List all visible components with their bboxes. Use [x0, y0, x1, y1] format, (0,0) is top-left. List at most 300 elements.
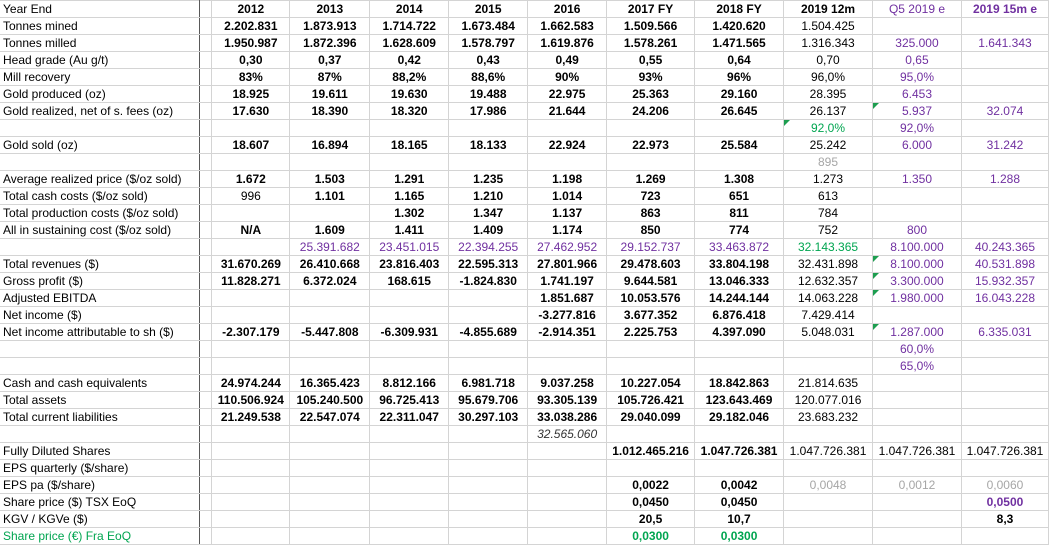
- spacer-cell[interactable]: [200, 426, 212, 443]
- cell[interactable]: 1.047.726.381: [961, 443, 1048, 460]
- row-label[interactable]: Total production costs ($/oz sold): [0, 205, 200, 222]
- cell[interactable]: [961, 69, 1048, 86]
- row-label[interactable]: Total cash costs ($/oz sold): [0, 188, 200, 205]
- cell[interactable]: [873, 18, 962, 35]
- cell-with-comment-flag[interactable]: 92,0%: [784, 120, 873, 137]
- cell[interactable]: [528, 460, 607, 477]
- cell[interactable]: [873, 154, 962, 171]
- row-label[interactable]: Tonnes milled: [0, 35, 200, 52]
- cell[interactable]: 25.391.682: [290, 239, 370, 256]
- cell[interactable]: 1.012.465.216: [607, 443, 695, 460]
- cell[interactable]: 29.040.099: [607, 409, 695, 426]
- cell[interactable]: [695, 341, 784, 358]
- column-header[interactable]: 2016: [528, 1, 607, 18]
- cell-with-comment-flag[interactable]: 3.300.000: [873, 273, 962, 290]
- row-label[interactable]: Tonnes mined: [0, 18, 200, 35]
- cell[interactable]: 850: [607, 222, 695, 239]
- row-label[interactable]: [0, 426, 200, 443]
- spacer-cell[interactable]: [200, 256, 212, 273]
- cell[interactable]: 88,2%: [370, 69, 449, 86]
- cell[interactable]: 0,0022: [607, 477, 695, 494]
- cell[interactable]: [449, 290, 528, 307]
- cell[interactable]: 28.395: [784, 86, 873, 103]
- cell[interactable]: 22.394.255: [449, 239, 528, 256]
- cell[interactable]: [449, 154, 528, 171]
- cell[interactable]: 24.974.244: [212, 375, 290, 392]
- cell[interactable]: 1.273: [784, 171, 873, 188]
- row-label[interactable]: Fully Diluted Shares: [0, 443, 200, 460]
- cell[interactable]: [784, 494, 873, 511]
- cell[interactable]: 31.670.269: [212, 256, 290, 273]
- cell[interactable]: 0,0500: [961, 494, 1048, 511]
- row-label[interactable]: Share price ($) TSX EoQ: [0, 494, 200, 511]
- cell[interactable]: 0,30: [212, 52, 290, 69]
- cell[interactable]: 1.509.566: [607, 18, 695, 35]
- row-label[interactable]: EPS quarterly ($/share): [0, 460, 200, 477]
- cell[interactable]: [290, 443, 370, 460]
- cell[interactable]: 1.411: [370, 222, 449, 239]
- row-label[interactable]: Head grade (Au g/t): [0, 52, 200, 69]
- cell[interactable]: 40.243.365: [961, 239, 1048, 256]
- cell[interactable]: [370, 120, 449, 137]
- cell[interactable]: 1.578.797: [449, 35, 528, 52]
- cell[interactable]: 6.453: [873, 86, 962, 103]
- cell[interactable]: 8,3: [961, 511, 1048, 528]
- cell[interactable]: [212, 154, 290, 171]
- cell[interactable]: 29.478.603: [607, 256, 695, 273]
- cell[interactable]: 1.047.726.381: [873, 443, 962, 460]
- cell[interactable]: 0,0450: [695, 494, 784, 511]
- cell[interactable]: 811: [695, 205, 784, 222]
- spacer-cell[interactable]: [200, 409, 212, 426]
- cell[interactable]: 123.643.469: [695, 392, 784, 409]
- cell[interactable]: 3.677.352: [607, 307, 695, 324]
- cell[interactable]: -1.824.830: [449, 273, 528, 290]
- row-label[interactable]: Total revenues ($): [0, 256, 200, 273]
- cell[interactable]: N/A: [212, 222, 290, 239]
- cell[interactable]: [695, 358, 784, 375]
- cell[interactable]: [528, 511, 607, 528]
- cell[interactable]: 0,0300: [695, 528, 784, 545]
- cell[interactable]: 26.645: [695, 103, 784, 120]
- cell[interactable]: 1.137: [528, 205, 607, 222]
- cell[interactable]: 33.804.198: [695, 256, 784, 273]
- cell[interactable]: 1.101: [290, 188, 370, 205]
- cell[interactable]: [873, 511, 962, 528]
- row-label[interactable]: [0, 341, 200, 358]
- cell[interactable]: 1.619.876: [528, 35, 607, 52]
- cell[interactable]: 6.372.024: [290, 273, 370, 290]
- row-label[interactable]: KGV / KGVe ($): [0, 511, 200, 528]
- cell[interactable]: 784: [784, 205, 873, 222]
- spacer-cell[interactable]: [200, 307, 212, 324]
- cell[interactable]: 31.242: [961, 137, 1048, 154]
- cell[interactable]: [212, 477, 290, 494]
- cell[interactable]: 1.504.425: [784, 18, 873, 35]
- column-header[interactable]: 2019 12m: [784, 1, 873, 18]
- cell[interactable]: 32.143.365: [784, 239, 873, 256]
- cell[interactable]: 105.240.500: [290, 392, 370, 409]
- cell[interactable]: [370, 477, 449, 494]
- cell[interactable]: 65,0%: [873, 358, 962, 375]
- cell[interactable]: 95.679.706: [449, 392, 528, 409]
- cell[interactable]: 723: [607, 188, 695, 205]
- cell[interactable]: 1.047.726.381: [784, 443, 873, 460]
- cell[interactable]: [784, 426, 873, 443]
- row-label[interactable]: Gross profit ($): [0, 273, 200, 290]
- cell[interactable]: 10,7: [695, 511, 784, 528]
- cell[interactable]: 18.165: [370, 137, 449, 154]
- spacer-cell[interactable]: [200, 69, 212, 86]
- cell[interactable]: 7.429.414: [784, 307, 873, 324]
- cell[interactable]: [784, 460, 873, 477]
- cell[interactable]: [873, 375, 962, 392]
- cell[interactable]: 1.609: [290, 222, 370, 239]
- cell[interactable]: -4.855.689: [449, 324, 528, 341]
- cell[interactable]: 22.595.313: [449, 256, 528, 273]
- cell[interactable]: 1.235: [449, 171, 528, 188]
- row-label[interactable]: Gold produced (oz): [0, 86, 200, 103]
- column-header[interactable]: 2018 FY: [695, 1, 784, 18]
- cell[interactable]: [528, 477, 607, 494]
- cell-with-comment-flag[interactable]: 8.100.000: [873, 256, 962, 273]
- cell[interactable]: [290, 205, 370, 222]
- cell[interactable]: 0,43: [449, 52, 528, 69]
- spacer-cell[interactable]: [200, 273, 212, 290]
- cell[interactable]: 1.714.722: [370, 18, 449, 35]
- cell[interactable]: 83%: [212, 69, 290, 86]
- cell[interactable]: 11.828.271: [212, 273, 290, 290]
- cell[interactable]: [873, 205, 962, 222]
- cell[interactable]: 21.249.538: [212, 409, 290, 426]
- cell[interactable]: 19.611: [290, 86, 370, 103]
- cell[interactable]: 12.632.357: [784, 273, 873, 290]
- spacer-cell[interactable]: [200, 477, 212, 494]
- cell[interactable]: [449, 494, 528, 511]
- row-label[interactable]: Adjusted EBITDA: [0, 290, 200, 307]
- spacer-cell[interactable]: [200, 120, 212, 137]
- cell[interactable]: 1.672: [212, 171, 290, 188]
- cell[interactable]: [449, 443, 528, 460]
- row-label[interactable]: [0, 239, 200, 256]
- cell[interactable]: 1.165: [370, 188, 449, 205]
- column-header[interactable]: 2019 15m e: [961, 1, 1048, 18]
- cell[interactable]: 19.488: [449, 86, 528, 103]
- cell[interactable]: 29.160: [695, 86, 784, 103]
- spacer-cell[interactable]: [200, 188, 212, 205]
- cell[interactable]: 17.630: [212, 103, 290, 120]
- cell[interactable]: [212, 528, 290, 545]
- row-label[interactable]: Total current liabilities: [0, 409, 200, 426]
- cell[interactable]: 1.741.197: [528, 273, 607, 290]
- spacer-cell[interactable]: [200, 392, 212, 409]
- cell[interactable]: 1.350: [873, 171, 962, 188]
- cell[interactable]: 22.547.074: [290, 409, 370, 426]
- cell[interactable]: 2.225.753: [607, 324, 695, 341]
- row-label[interactable]: EPS pa ($/share): [0, 477, 200, 494]
- cell[interactable]: 1.174: [528, 222, 607, 239]
- cell[interactable]: [370, 290, 449, 307]
- cell[interactable]: 1.851.687: [528, 290, 607, 307]
- cell[interactable]: [873, 188, 962, 205]
- cell[interactable]: 6.981.718: [449, 375, 528, 392]
- cell[interactable]: 1.308: [695, 171, 784, 188]
- cell[interactable]: 32.565.060: [528, 426, 607, 443]
- cell[interactable]: [212, 120, 290, 137]
- cell[interactable]: 1.288: [961, 171, 1048, 188]
- cell[interactable]: [370, 341, 449, 358]
- cell[interactable]: [370, 154, 449, 171]
- cell[interactable]: [961, 426, 1048, 443]
- cell[interactable]: 22.973: [607, 137, 695, 154]
- cell[interactable]: 96.725.413: [370, 392, 449, 409]
- cell[interactable]: 1.302: [370, 205, 449, 222]
- cell[interactable]: 27.462.952: [528, 239, 607, 256]
- cell[interactable]: [528, 154, 607, 171]
- cell[interactable]: 88,6%: [449, 69, 528, 86]
- cell[interactable]: [449, 511, 528, 528]
- cell[interactable]: [695, 154, 784, 171]
- spacer-cell[interactable]: [200, 341, 212, 358]
- cell[interactable]: 29.182.046: [695, 409, 784, 426]
- cell[interactable]: 1.578.261: [607, 35, 695, 52]
- cell[interactable]: [370, 528, 449, 545]
- cell[interactable]: 10.053.576: [607, 290, 695, 307]
- spacer-cell[interactable]: [200, 460, 212, 477]
- spacer-cell[interactable]: [200, 18, 212, 35]
- cell[interactable]: [370, 511, 449, 528]
- cell[interactable]: [961, 52, 1048, 69]
- cell[interactable]: 1.409: [449, 222, 528, 239]
- cell[interactable]: 1.628.609: [370, 35, 449, 52]
- cell[interactable]: 17.986: [449, 103, 528, 120]
- cell[interactable]: [873, 307, 962, 324]
- cell[interactable]: 1.950.987: [212, 35, 290, 52]
- cell[interactable]: [607, 341, 695, 358]
- cell[interactable]: [873, 528, 962, 545]
- cell[interactable]: [695, 120, 784, 137]
- cell[interactable]: 10.227.054: [607, 375, 695, 392]
- cell[interactable]: 18.133: [449, 137, 528, 154]
- cell[interactable]: [449, 477, 528, 494]
- cell[interactable]: 895: [784, 154, 873, 171]
- cell[interactable]: 23.683.232: [784, 409, 873, 426]
- cell[interactable]: [212, 460, 290, 477]
- spacer-cell[interactable]: [200, 290, 212, 307]
- column-header[interactable]: 2015: [449, 1, 528, 18]
- cell[interactable]: [784, 528, 873, 545]
- cell[interactable]: 1.269: [607, 171, 695, 188]
- cell[interactable]: [449, 341, 528, 358]
- cell[interactable]: 120.077.016: [784, 392, 873, 409]
- cell[interactable]: 29.152.737: [607, 239, 695, 256]
- cell[interactable]: 863: [607, 205, 695, 222]
- cell[interactable]: [290, 120, 370, 137]
- cell[interactable]: [961, 460, 1048, 477]
- spacer-cell[interactable]: [200, 375, 212, 392]
- spacer-cell[interactable]: [200, 103, 212, 120]
- cell[interactable]: 23.816.403: [370, 256, 449, 273]
- row-label[interactable]: Net income ($): [0, 307, 200, 324]
- cell[interactable]: [961, 392, 1048, 409]
- cell[interactable]: 4.397.090: [695, 324, 784, 341]
- row-label[interactable]: Total assets: [0, 392, 200, 409]
- cell[interactable]: [961, 86, 1048, 103]
- cell[interactable]: 6.335.031: [961, 324, 1048, 341]
- cell[interactable]: [370, 460, 449, 477]
- cell-with-comment-flag[interactable]: 1.980.000: [873, 290, 962, 307]
- cell[interactable]: 21.814.635: [784, 375, 873, 392]
- cell[interactable]: [290, 290, 370, 307]
- cell[interactable]: 1.420.620: [695, 18, 784, 35]
- cell[interactable]: 87%: [290, 69, 370, 86]
- cell[interactable]: [607, 426, 695, 443]
- row-label[interactable]: Share price (€) Fra EoQ: [0, 528, 200, 545]
- cell[interactable]: 1.347: [449, 205, 528, 222]
- cell[interactable]: 33.038.286: [528, 409, 607, 426]
- cell[interactable]: [449, 426, 528, 443]
- spacer-cell[interactable]: [200, 171, 212, 188]
- cell[interactable]: 22.924: [528, 137, 607, 154]
- corner-header-cell[interactable]: Year End: [0, 1, 200, 18]
- spacer-cell[interactable]: [200, 528, 212, 545]
- cell[interactable]: [370, 307, 449, 324]
- cell[interactable]: 0,64: [695, 52, 784, 69]
- cell[interactable]: [290, 477, 370, 494]
- cell[interactable]: 90%: [528, 69, 607, 86]
- cell[interactable]: [961, 205, 1048, 222]
- cell[interactable]: [784, 511, 873, 528]
- cell[interactable]: [290, 307, 370, 324]
- cell[interactable]: [212, 443, 290, 460]
- cell[interactable]: [528, 120, 607, 137]
- cell[interactable]: [607, 460, 695, 477]
- cell[interactable]: 1.014: [528, 188, 607, 205]
- cell[interactable]: 110.506.924: [212, 392, 290, 409]
- row-label[interactable]: Gold sold (oz): [0, 137, 200, 154]
- cell[interactable]: 60,0%: [873, 341, 962, 358]
- cell[interactable]: [212, 358, 290, 375]
- cell[interactable]: [212, 307, 290, 324]
- cell[interactable]: [212, 205, 290, 222]
- column-header[interactable]: 2013: [290, 1, 370, 18]
- cell[interactable]: 168.615: [370, 273, 449, 290]
- cell[interactable]: -2.307.179: [212, 324, 290, 341]
- cell[interactable]: 1.210: [449, 188, 528, 205]
- cell[interactable]: 1.471.565: [695, 35, 784, 52]
- cell[interactable]: [212, 426, 290, 443]
- cell[interactable]: [449, 358, 528, 375]
- cell[interactable]: [961, 188, 1048, 205]
- cell[interactable]: 8.100.000: [873, 239, 962, 256]
- cell[interactable]: 23.451.015: [370, 239, 449, 256]
- cell[interactable]: [528, 341, 607, 358]
- cell[interactable]: 2.202.831: [212, 18, 290, 35]
- cell[interactable]: 19.630: [370, 86, 449, 103]
- row-label[interactable]: All in sustaining cost ($/oz sold): [0, 222, 200, 239]
- cell[interactable]: [290, 460, 370, 477]
- cell[interactable]: 9.644.581: [607, 273, 695, 290]
- cell[interactable]: [873, 392, 962, 409]
- cell[interactable]: 774: [695, 222, 784, 239]
- cell[interactable]: 0,42: [370, 52, 449, 69]
- spacer-cell[interactable]: [200, 511, 212, 528]
- cell-with-comment-flag[interactable]: 5.937: [873, 103, 962, 120]
- cell[interactable]: [290, 154, 370, 171]
- cell[interactable]: [784, 341, 873, 358]
- cell[interactable]: 1.198: [528, 171, 607, 188]
- cell[interactable]: 1.291: [370, 171, 449, 188]
- column-header[interactable]: 2014: [370, 1, 449, 18]
- cell-with-comment-flag[interactable]: 1.287.000: [873, 324, 962, 341]
- cell[interactable]: -5.447.808: [290, 324, 370, 341]
- cell[interactable]: [607, 154, 695, 171]
- cell[interactable]: [695, 426, 784, 443]
- cell[interactable]: 996: [212, 188, 290, 205]
- cell[interactable]: [873, 409, 962, 426]
- spacer-cell[interactable]: [200, 494, 212, 511]
- cell[interactable]: [290, 511, 370, 528]
- cell[interactable]: 1.872.396: [290, 35, 370, 52]
- cell[interactable]: [290, 494, 370, 511]
- cell[interactable]: [370, 426, 449, 443]
- cell[interactable]: [961, 528, 1048, 545]
- cell[interactable]: 18.925: [212, 86, 290, 103]
- cell[interactable]: 22.975: [528, 86, 607, 103]
- cell[interactable]: 18.842.863: [695, 375, 784, 392]
- cell[interactable]: 14.244.144: [695, 290, 784, 307]
- cell[interactable]: 1.047.726.381: [695, 443, 784, 460]
- cell[interactable]: 14.063.228: [784, 290, 873, 307]
- cell[interactable]: 96%: [695, 69, 784, 86]
- cell[interactable]: 18.607: [212, 137, 290, 154]
- cell[interactable]: -6.309.931: [370, 324, 449, 341]
- cell[interactable]: 25.242: [784, 137, 873, 154]
- cell[interactable]: [290, 341, 370, 358]
- cell[interactable]: 25.584: [695, 137, 784, 154]
- spacer-cell[interactable]: [200, 222, 212, 239]
- cell[interactable]: [695, 460, 784, 477]
- cell[interactable]: 21.644: [528, 103, 607, 120]
- cell[interactable]: [961, 120, 1048, 137]
- spacer-cell[interactable]: [200, 239, 212, 256]
- cell[interactable]: 1.873.913: [290, 18, 370, 35]
- cell[interactable]: 1.503: [290, 171, 370, 188]
- cell[interactable]: [873, 494, 962, 511]
- cell[interactable]: 18.320: [370, 103, 449, 120]
- cell[interactable]: 26.410.668: [290, 256, 370, 273]
- spacer-cell[interactable]: [200, 86, 212, 103]
- cell[interactable]: 0,37: [290, 52, 370, 69]
- cell[interactable]: 6.000: [873, 137, 962, 154]
- cell[interactable]: -2.914.351: [528, 324, 607, 341]
- spacer-cell[interactable]: [200, 324, 212, 341]
- cell[interactable]: [370, 358, 449, 375]
- cell[interactable]: 16.043.228: [961, 290, 1048, 307]
- cell[interactable]: 22.311.047: [370, 409, 449, 426]
- cell[interactable]: 93.305.139: [528, 392, 607, 409]
- cell[interactable]: 0,0450: [607, 494, 695, 511]
- cell[interactable]: 24.206: [607, 103, 695, 120]
- cell[interactable]: 1.662.583: [528, 18, 607, 35]
- cell[interactable]: [290, 358, 370, 375]
- column-header[interactable]: Q5 2019 e: [873, 1, 962, 18]
- cell[interactable]: [961, 409, 1048, 426]
- cell[interactable]: [370, 494, 449, 511]
- cell[interactable]: [961, 375, 1048, 392]
- row-label[interactable]: Net income attributable to sh ($): [0, 324, 200, 341]
- cell[interactable]: 0,49: [528, 52, 607, 69]
